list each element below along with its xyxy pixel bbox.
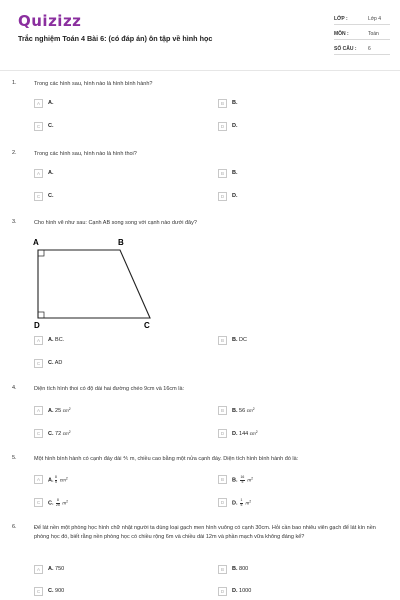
fraction: $\frac{8}{5}$ bbox=[55, 475, 57, 484]
option-text: C. bbox=[48, 123, 54, 129]
question-text: Một hình bình hành có cạnh đáy dài ⅘ m, chiều cao bằng một nửa cạnh đáy. Diện tích hình bình hành đó là: bbox=[34, 456, 299, 462]
option-letter-box: B bbox=[218, 169, 227, 178]
meta-divider bbox=[334, 24, 390, 25]
option-letter-box: A bbox=[34, 169, 43, 178]
class-value: Lớp 4 bbox=[368, 16, 382, 22]
option-letter-box: D bbox=[218, 192, 227, 201]
option-text: C. $\frac{8}{25}$ $m^2$ bbox=[48, 498, 68, 507]
option-letter-box: C bbox=[34, 587, 43, 596]
option-text: B. 800 bbox=[232, 566, 249, 572]
vertex-label-a: A bbox=[33, 238, 39, 247]
option-text: C. AD bbox=[48, 360, 63, 366]
trapezoid-figure bbox=[30, 233, 160, 329]
option-text: B. $\frac{16}{5}$ $m^2$ bbox=[232, 475, 253, 484]
option-letter-box: B bbox=[218, 99, 227, 108]
option-letter-box: C bbox=[34, 122, 43, 131]
question-text: Diện tích hình thoi có độ dài hai đường chéo 9cm và 16cm là: bbox=[34, 386, 185, 392]
option-letter-box: D bbox=[218, 498, 227, 507]
option-text: B. bbox=[232, 170, 238, 176]
quizizz-logo: Quizizz bbox=[18, 12, 82, 30]
vertex-label-d: D bbox=[34, 321, 40, 329]
fraction: $\frac{8}{25}$ bbox=[56, 498, 60, 507]
option-text: D. 144 $cm^2$ bbox=[232, 430, 258, 437]
option-text: C. bbox=[48, 193, 54, 199]
option-text: A. BC. bbox=[48, 337, 65, 343]
option-letter-box: A bbox=[34, 475, 43, 484]
option-text: A. bbox=[48, 100, 54, 106]
count-label: SỐ CÂU : bbox=[334, 46, 357, 52]
option-letter-box: D bbox=[218, 429, 227, 438]
question-number: 2. bbox=[12, 150, 17, 156]
fraction: $\frac{16}{5}$ bbox=[240, 475, 245, 484]
worksheet-header bbox=[0, 0, 400, 64]
option-text: D. $\frac{1}{5}$ $m^2$ bbox=[232, 498, 252, 507]
option-text: D. 1000 bbox=[232, 588, 252, 594]
option-text: A. 750 bbox=[48, 566, 65, 572]
option-text: C. 72 $cm^2$ bbox=[48, 430, 71, 437]
option-text: A. 25 $cm^2$ bbox=[48, 407, 71, 414]
question-text: Trong các hình sau, hình nào là hình bình hành? bbox=[34, 81, 153, 87]
option-letter-box: C bbox=[34, 429, 43, 438]
question-text: Trong các hình sau, hình nào là hình thoi? bbox=[34, 151, 137, 157]
worksheet-title: Trắc nghiệm Toán 4 Bài 6: (có đáp án) ôn tập về hình học bbox=[18, 34, 213, 43]
right-angle-mark-top bbox=[38, 250, 44, 256]
class-label: LỚP : bbox=[334, 16, 348, 22]
count-value: 6 bbox=[368, 46, 371, 52]
subject-label: MÔN : bbox=[334, 31, 349, 37]
question-text: Cho hình vẽ như sau: Cạnh AB song song với cạnh nào dưới đây? bbox=[34, 220, 197, 226]
option-letter-box: C bbox=[34, 192, 43, 201]
question-number: 5. bbox=[12, 455, 17, 461]
question-number: 3. bbox=[12, 219, 17, 225]
question-number: 4. bbox=[12, 385, 17, 391]
trapezoid-shape bbox=[38, 250, 150, 318]
meta-divider bbox=[334, 39, 390, 40]
question-number: 1. bbox=[12, 80, 17, 86]
option-letter-box: A bbox=[34, 99, 43, 108]
question-text: Để lát nền một phòng học hình chữ nhật người ta dùng loại gạch men hình vuông có cạnh 30cm. Hỏi cần bao nhiêu viên gạch để lát kín nền phòng học đó, biết rằng nền phòng học có chiều rộng 6m và chiều dài 12m và phần mạch vữa không đáng kể? bbox=[34, 525, 376, 540]
option-letter-box: B bbox=[218, 336, 227, 345]
option-text: A. $\frac{8}{5}$ $cm^2$ bbox=[48, 475, 68, 484]
option-letter-box: C bbox=[34, 359, 43, 368]
option-text: B. 56 $cm^2$ bbox=[232, 407, 255, 414]
question-number: 6. bbox=[12, 524, 17, 530]
option-letter-box: B bbox=[218, 406, 227, 415]
option-text: B. DC bbox=[232, 337, 247, 343]
vertex-label-c: C bbox=[144, 321, 150, 329]
subject-value: Toán bbox=[368, 31, 379, 37]
option-text: D. bbox=[232, 193, 238, 199]
option-letter-box: A bbox=[34, 406, 43, 415]
vertex-label-b: B bbox=[118, 238, 124, 247]
option-text: D. bbox=[232, 123, 238, 129]
option-text: A. bbox=[48, 170, 54, 176]
option-letter-box: D bbox=[218, 587, 227, 596]
option-letter-box: B bbox=[218, 475, 227, 484]
option-letter-box: A bbox=[34, 565, 43, 574]
option-letter-box: A bbox=[34, 336, 43, 345]
option-letter-box: B bbox=[218, 565, 227, 574]
option-letter-box: C bbox=[34, 498, 43, 507]
meta-divider bbox=[334, 54, 390, 55]
option-text: B. bbox=[232, 100, 238, 106]
right-angle-mark-bottom bbox=[38, 312, 44, 318]
fraction: $\frac{1}{5}$ bbox=[240, 498, 243, 507]
option-text: C. 900 bbox=[48, 588, 65, 594]
header-divider bbox=[0, 70, 400, 71]
option-letter-box: D bbox=[218, 122, 227, 131]
